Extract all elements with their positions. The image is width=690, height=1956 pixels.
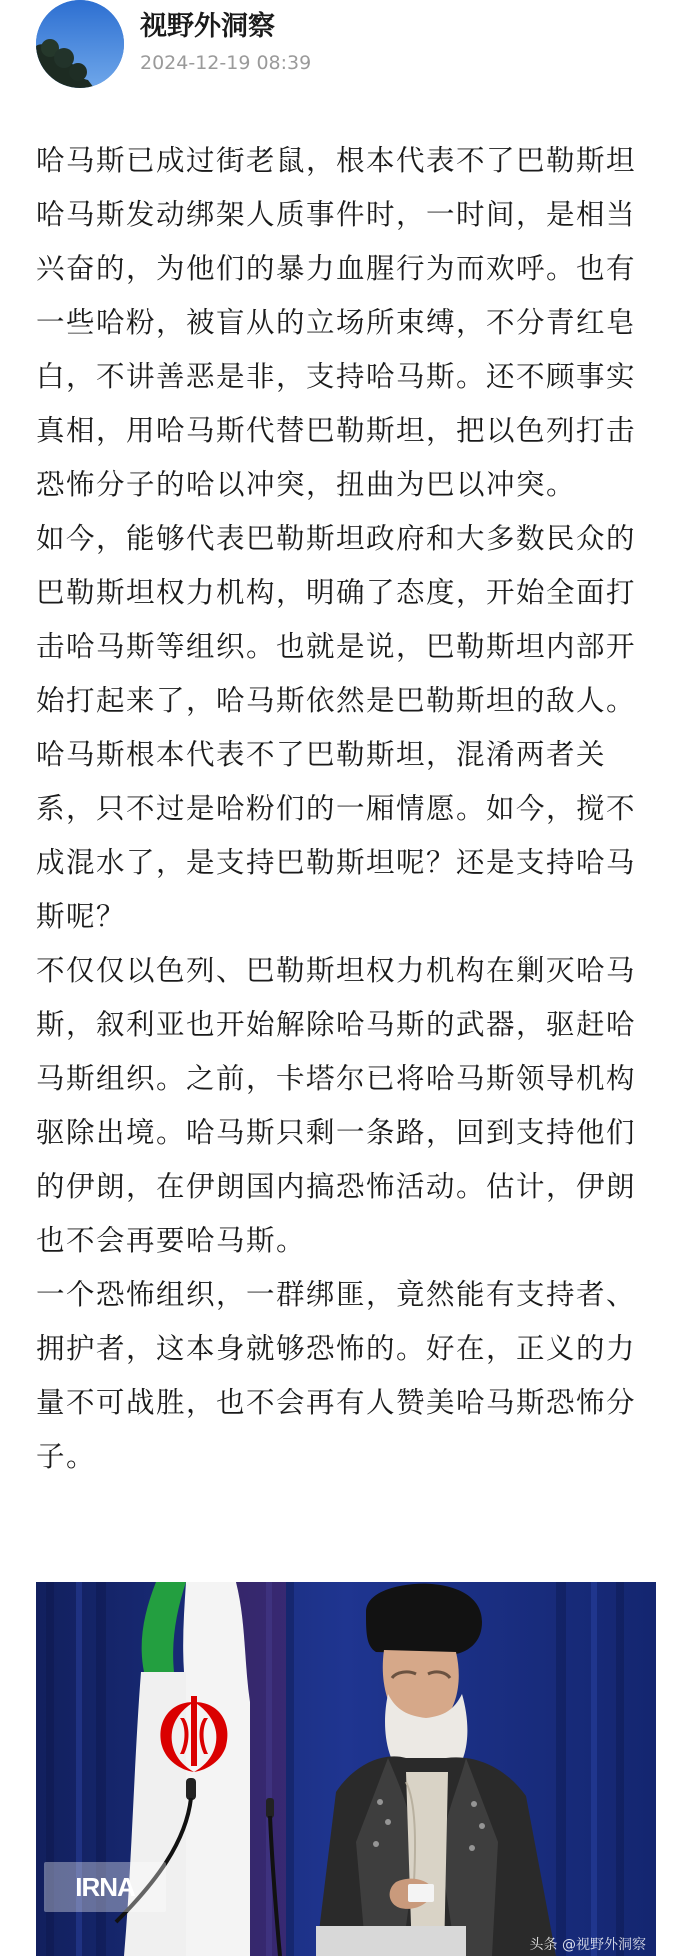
article-paragraph: 如今，能够代表巴勒斯坦政府和大多数民众的巴勒斯坦权力机构，明确了态度，开始全面打击哈马斯等组织。也就是说，巴勒斯坦内部开始打起来了，哈马斯依然是巴勒斯坦的敌人。 xyxy=(36,522,637,717)
article-paragraph: 哈马斯根本代表不了巴勒斯坦，混淆两者关系，只不过是哈粉们的一厢情愿。如今，搅不成混水了，是支持巴勒斯坦呢？还是支持哈马斯呢？ xyxy=(36,738,637,933)
post-header xyxy=(36,0,656,96)
irna-logo xyxy=(44,1862,166,1912)
author-name[interactable]: 视野外洞察 xyxy=(140,11,275,42)
article-body xyxy=(36,134,658,1484)
article-title: 哈马斯已成过街老鼠，根本代表不了巴勒斯坦 xyxy=(36,144,637,177)
photo-watermark: 头条 @视野外洞察 xyxy=(529,1937,646,1953)
article-paragraph: 一个恐怖组织，一群绑匪，竟然能有支持者、拥护者，这本身就够恐怖的。好在，正义的力量不可战胜，也不会再有人赞美哈马斯恐怖分子。 xyxy=(36,1278,637,1473)
post-timestamp: 2024-12-19 08:39 xyxy=(140,52,312,74)
article-paragraph: 不仅仅以色列、巴勒斯坦权力机构在剿灭哈马斯，叙利亚也开始解除哈马斯的武器，驱赶哈马斯组织。之前，卡塔尔已将哈马斯领导机构驱除出境。哈马斯只剩一条路，回到支持他们的伊朗，在伊朗国内搞恐怖活动。估计，伊朗也不会再要哈马斯。 xyxy=(36,954,637,1257)
article-photo[interactable] xyxy=(36,1582,656,1956)
author-avatar[interactable] xyxy=(36,0,124,88)
avatar-sky-icon xyxy=(36,0,124,88)
irna-logo-text: IRNA xyxy=(75,1872,135,1902)
article-paragraph: 哈马斯发动绑架人质事件时，一时间，是相当兴奋的，为他们的暴力血腥行为而欢呼。也有一些哈粉，被盲从的立场所束缚，不分青红皂白，不讲善恶是非，支持哈马斯。还不顾事实真相，用哈马斯代替巴勒斯坦，把以色列打击恐怖分子的哈以冲突，扭曲为巴以冲突。 xyxy=(36,198,637,501)
